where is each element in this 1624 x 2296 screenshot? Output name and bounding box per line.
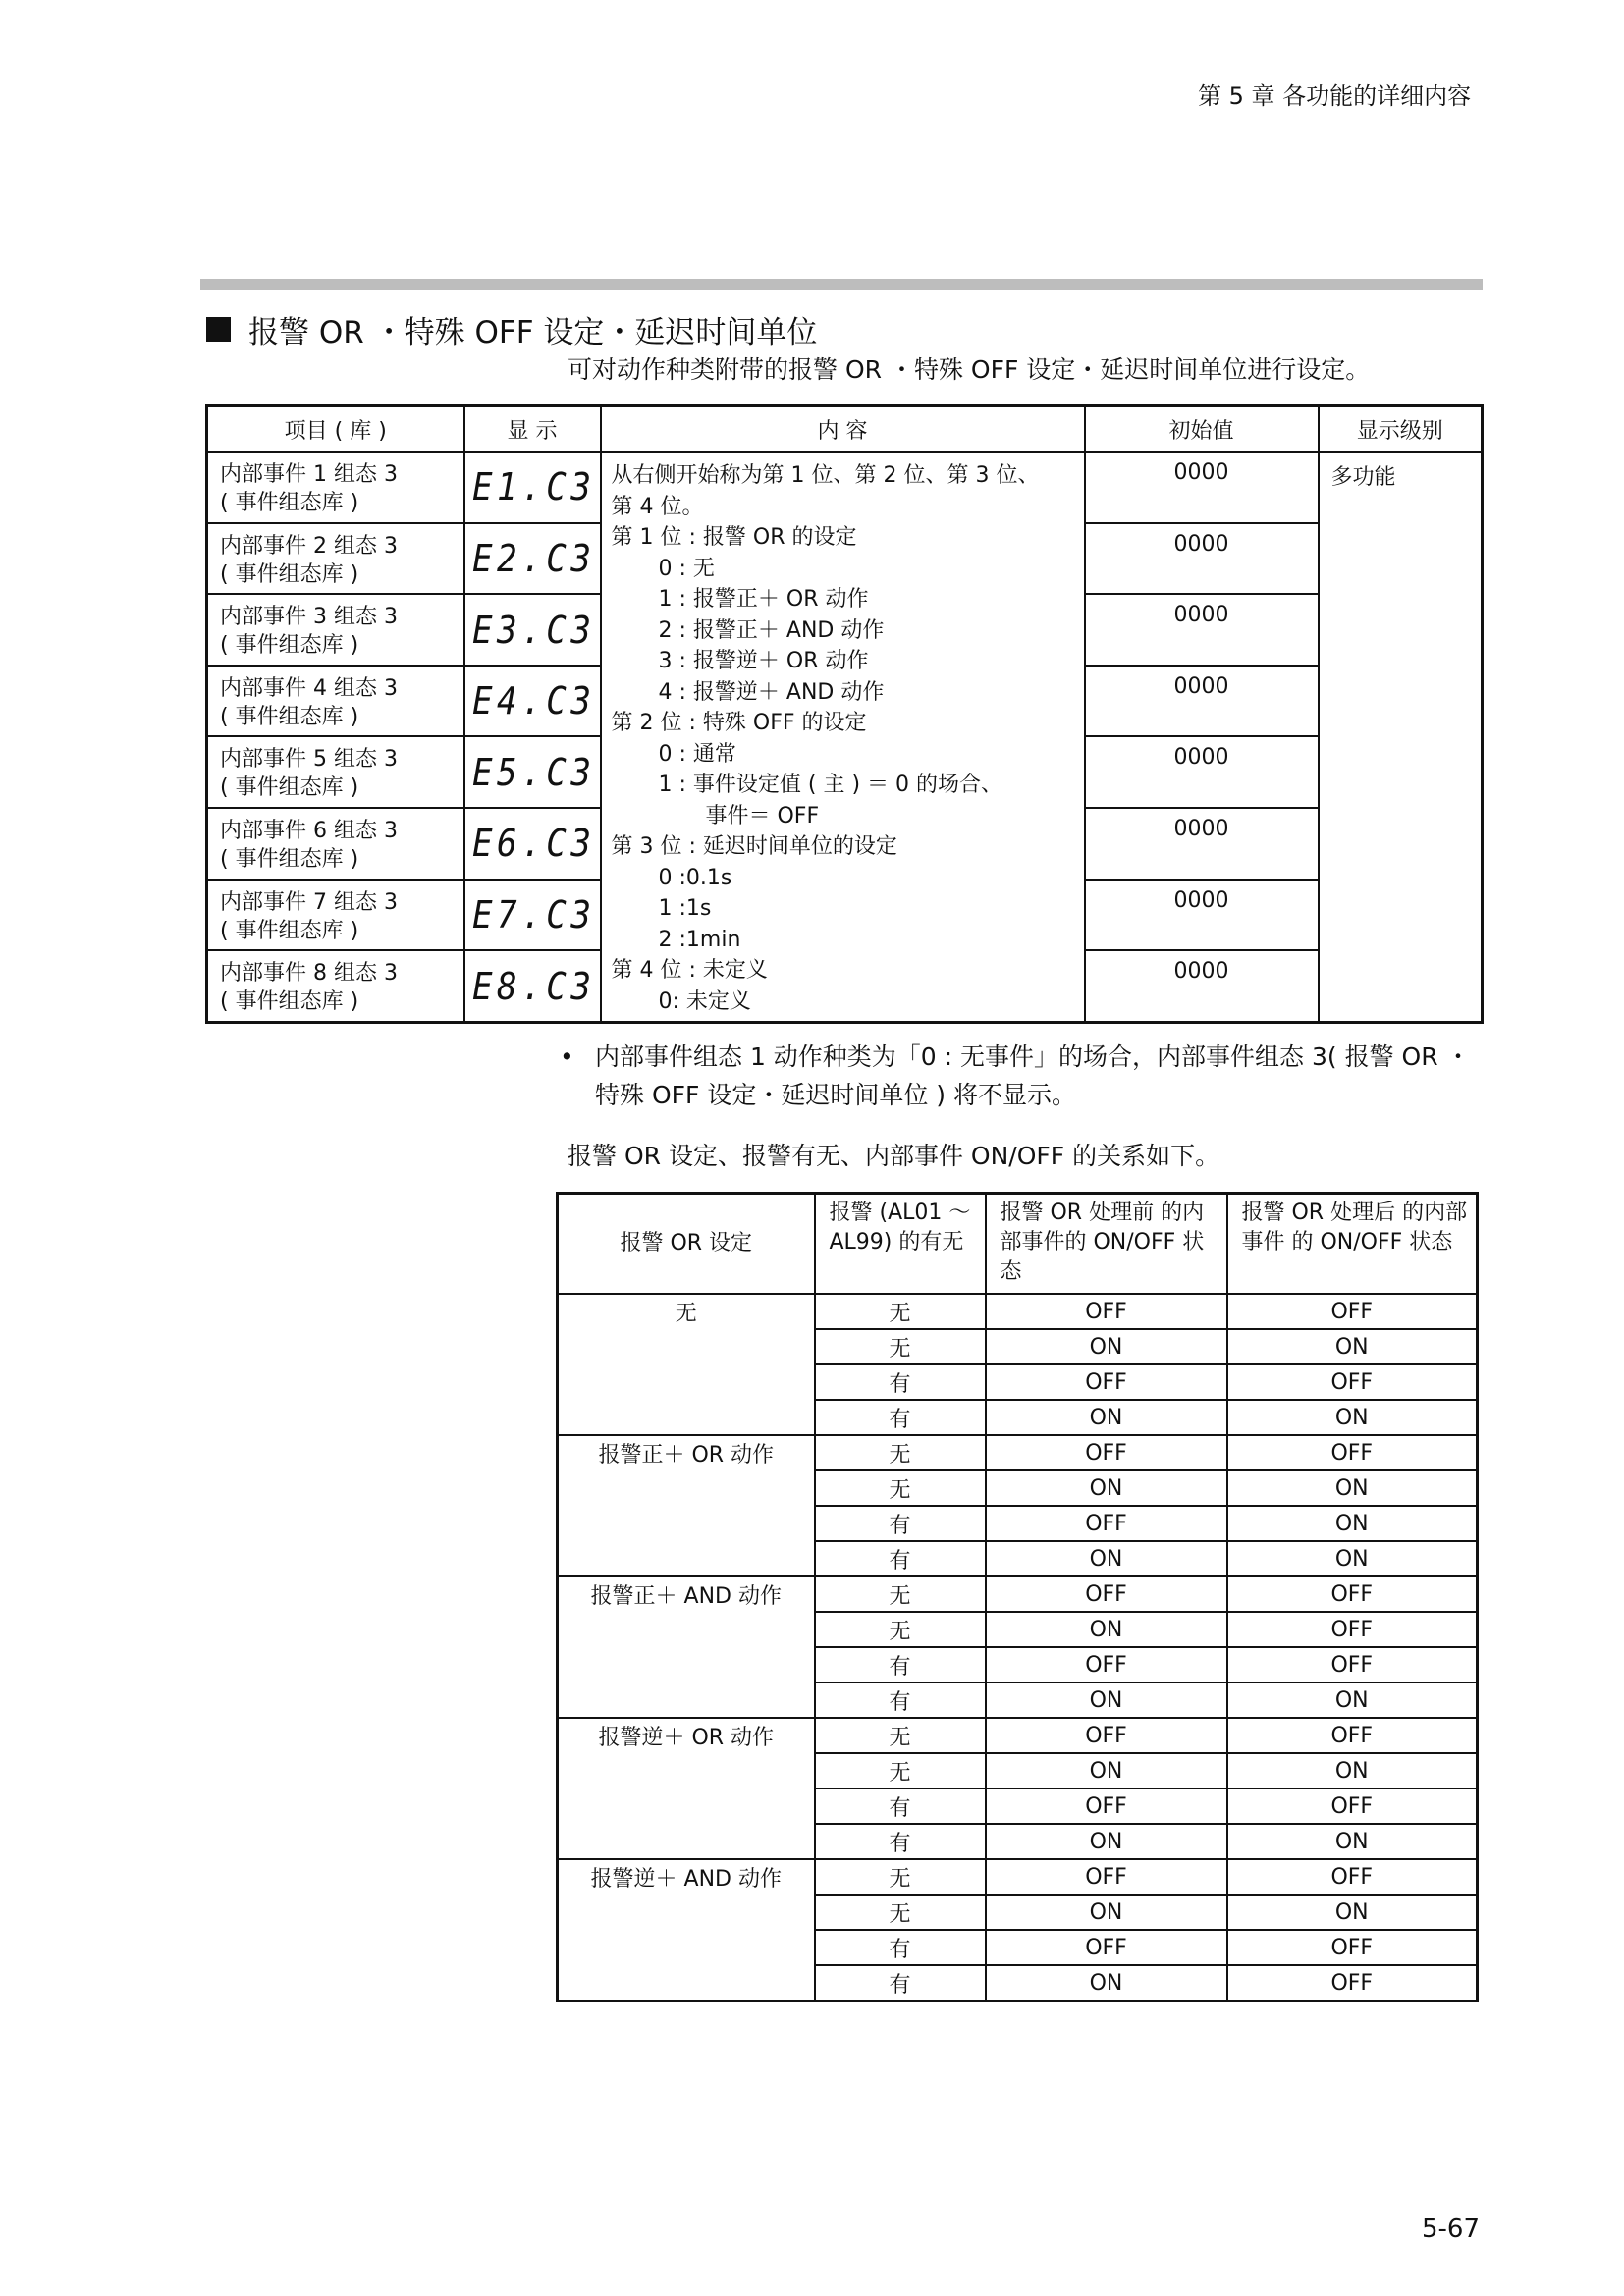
after-state-cell: OFF	[1227, 1364, 1478, 1400]
header-display: 显 示	[464, 406, 601, 453]
content-line: 第 1 位 : 报警 OR 的设定	[611, 525, 857, 550]
header-or-setting: 报警 OR 设定	[558, 1194, 815, 1295]
after-state-cell: OFF	[1227, 1930, 1478, 1965]
relation-row	[558, 1859, 1478, 1895]
chapter-header: 第 5 章 各功能的详细内容	[1198, 82, 1472, 110]
initial-value: 0000	[1085, 523, 1319, 595]
or-setting-cell: 报警正＋ OR 动作	[558, 1435, 815, 1576]
before-state-cell: OFF	[986, 1506, 1227, 1541]
display-cell	[464, 594, 601, 666]
item-cell	[207, 523, 464, 595]
display-cell	[464, 523, 601, 595]
black-square-icon	[206, 317, 231, 342]
item-bank: ( 事件组态库 )	[220, 847, 359, 873]
alarm-presence-cell: 无	[815, 1576, 986, 1612]
alarm-presence-cell: 无	[815, 1859, 986, 1895]
relation-row	[558, 1294, 1478, 1329]
initial-value: 0000	[1085, 808, 1319, 880]
settings-table	[205, 404, 1484, 1024]
alarm-presence-cell: 有	[815, 1965, 986, 2002]
bullet-icon: •	[560, 1042, 574, 1071]
content-line: 1 :1s	[658, 896, 712, 921]
seven-segment-display: E4.C3	[471, 679, 595, 723]
seven-segment-display: E7.C3	[471, 892, 595, 936]
content-line: 2 :1min	[658, 927, 741, 952]
item-name: 内部事件 8 组态 3	[220, 961, 398, 987]
or-setting-cell: 报警正＋ AND 动作	[558, 1576, 815, 1718]
relation-row	[558, 1576, 1478, 1612]
header-initial: 初始值	[1085, 406, 1319, 453]
content-line: 3 : 报警逆＋ OR 动作	[658, 649, 869, 673]
after-state-cell: OFF	[1227, 1294, 1478, 1329]
content-line: 2 : 报警正＋ AND 动作	[658, 617, 885, 643]
item-name: 内部事件 1 组态 3	[220, 462, 398, 487]
after-state-cell: OFF	[1227, 1612, 1478, 1647]
item-bank: ( 事件组态库 )	[220, 775, 359, 801]
before-state-cell: ON	[986, 1541, 1227, 1576]
initial-value: 0000	[1085, 736, 1319, 808]
relation-table-header	[558, 1194, 1478, 1295]
after-state-cell: ON	[1227, 1400, 1478, 1435]
note-text: 内部事件组态 1 动作种类为「0 : 无事件」的场合，内部事件组态 3( 报警 OR ・特殊 OFF 设定・延迟时间单位 ) 将不显示。	[595, 1042, 1471, 1109]
after-state-cell: ON	[1227, 1824, 1478, 1859]
section-title	[206, 307, 817, 351]
after-state-cell: ON	[1227, 1470, 1478, 1506]
alarm-presence-cell: 有	[815, 1789, 986, 1824]
note	[560, 1038, 1483, 1114]
before-state-cell: ON	[986, 1470, 1227, 1506]
header-alarm-presence: 报警 (AL01 ～ AL99) 的有无	[815, 1194, 986, 1295]
display-level: 多功能	[1319, 452, 1483, 1023]
alarm-presence-cell: 有	[815, 1506, 986, 1541]
initial-value: 0000	[1085, 666, 1319, 737]
relation-intro: 报警 OR 设定、报警有无、内部事件 ON/OFF 的关系如下。	[568, 1142, 1220, 1170]
header-after: 报警 OR 处理后 的内部事件 的 ON/OFF 状态	[1227, 1194, 1478, 1295]
alarm-presence-cell: 无	[815, 1470, 986, 1506]
item-name: 内部事件 7 组态 3	[220, 889, 398, 915]
alarm-presence-cell: 无	[815, 1753, 986, 1789]
section-subtitle: 可对动作种类附带的报警 OR ・特殊 OFF 设定・延迟时间单位进行设定。	[568, 355, 1371, 384]
item-cell	[207, 666, 464, 737]
initial-value: 0000	[1085, 880, 1319, 951]
item-bank: ( 事件组态库 )	[220, 704, 359, 729]
display-cell	[464, 452, 601, 523]
content-line: 0: 未定义	[658, 988, 751, 1014]
initial-value: 0000	[1085, 594, 1319, 666]
item-bank: ( 事件组态库 )	[220, 989, 359, 1015]
section-rule	[200, 279, 1483, 290]
after-state-cell: OFF	[1227, 1647, 1478, 1682]
item-cell	[207, 808, 464, 880]
seven-segment-display: E6.C3	[471, 822, 595, 866]
header-content: 内 容	[601, 406, 1085, 453]
alarm-presence-cell: 有	[815, 1541, 986, 1576]
content-line: 0 : 无	[658, 556, 715, 581]
seven-segment-display: E2.C3	[471, 536, 595, 580]
content-line: 4 : 报警逆＋ AND 动作	[658, 679, 885, 705]
initial-value: 0000	[1085, 950, 1319, 1022]
item-cell	[207, 880, 464, 951]
before-state-cell: OFF	[986, 1859, 1227, 1895]
before-state-cell: ON	[986, 1895, 1227, 1930]
before-state-cell: ON	[986, 1753, 1227, 1789]
alarm-presence-cell: 无	[815, 1718, 986, 1753]
item-bank: ( 事件组态库 )	[220, 918, 359, 943]
display-cell	[464, 736, 601, 808]
seven-segment-display: E1.C3	[471, 465, 595, 509]
or-setting-cell: 报警逆＋ AND 动作	[558, 1859, 815, 2002]
item-name: 内部事件 5 组态 3	[220, 747, 398, 773]
or-setting-cell: 报警逆＋ OR 动作	[558, 1718, 815, 1859]
after-state-cell: OFF	[1227, 1435, 1478, 1470]
after-state-cell: ON	[1227, 1895, 1478, 1930]
display-cell	[464, 666, 601, 737]
item-cell	[207, 452, 464, 523]
content-line: 第 3 位 : 延迟时间单位的设定	[611, 834, 897, 859]
after-state-cell: OFF	[1227, 1965, 1478, 2002]
item-name: 内部事件 3 组态 3	[220, 605, 398, 630]
before-state-cell: ON	[986, 1965, 1227, 2002]
item-name: 内部事件 4 组态 3	[220, 675, 398, 701]
before-state-cell: OFF	[986, 1930, 1227, 1965]
content-line: 1 : 事件设定值 ( 主 ) ＝ 0 的场合、	[658, 773, 1003, 797]
item-cell	[207, 594, 464, 666]
content-line: 事件＝ OFF	[705, 803, 820, 828]
relation-table	[556, 1192, 1479, 2002]
display-cell	[464, 808, 601, 880]
before-state-cell: ON	[986, 1612, 1227, 1647]
alarm-presence-cell: 有	[815, 1824, 986, 1859]
before-state-cell: OFF	[986, 1576, 1227, 1612]
content-line: 第 4 位。	[611, 494, 704, 519]
before-state-cell: ON	[986, 1400, 1227, 1435]
after-state-cell: OFF	[1227, 1859, 1478, 1895]
item-bank: ( 事件组态库 )	[220, 561, 359, 587]
content-line: 第 2 位 : 特殊 OFF 的设定	[611, 711, 867, 735]
before-state-cell: OFF	[986, 1435, 1227, 1470]
before-state-cell: OFF	[986, 1647, 1227, 1682]
seven-segment-display: E8.C3	[471, 964, 595, 1008]
alarm-presence-cell: 有	[815, 1364, 986, 1400]
content-line: 0 : 通常	[658, 741, 736, 767]
settings-row	[207, 452, 1483, 523]
after-state-cell: ON	[1227, 1506, 1478, 1541]
after-state-cell: OFF	[1227, 1718, 1478, 1753]
alarm-presence-cell: 有	[815, 1930, 986, 1965]
section-title-text: 报警 OR ・特殊 OFF 设定・延迟时间单位	[248, 315, 818, 350]
before-state-cell: OFF	[986, 1789, 1227, 1824]
display-cell	[464, 950, 601, 1022]
item-name: 内部事件 6 组态 3	[220, 819, 398, 844]
item-cell	[207, 736, 464, 808]
item-bank: ( 事件组态库 )	[220, 491, 359, 515]
item-name: 内部事件 2 组态 3	[220, 533, 398, 559]
header-before: 报警 OR 处理前 的内部事件的 ON/OFF 状态	[986, 1194, 1227, 1295]
before-state-cell: OFF	[986, 1718, 1227, 1753]
after-state-cell: OFF	[1227, 1789, 1478, 1824]
before-state-cell: OFF	[986, 1294, 1227, 1329]
content-line: 0 :0.1s	[658, 865, 732, 890]
alarm-presence-cell: 无	[815, 1329, 986, 1364]
after-state-cell: ON	[1227, 1541, 1478, 1576]
relation-row	[558, 1718, 1478, 1753]
seven-segment-display: E5.C3	[471, 750, 595, 794]
alarm-presence-cell: 有	[815, 1682, 986, 1718]
after-state-cell: OFF	[1227, 1576, 1478, 1612]
before-state-cell: ON	[986, 1824, 1227, 1859]
header-item: 项目 ( 库 )	[207, 406, 464, 453]
after-state-cell: ON	[1227, 1753, 1478, 1789]
or-setting-cell: 无	[558, 1294, 815, 1435]
alarm-presence-cell: 有	[815, 1400, 986, 1435]
item-cell	[207, 950, 464, 1022]
seven-segment-display: E3.C3	[471, 608, 595, 652]
after-state-cell: ON	[1227, 1329, 1478, 1364]
content-cell	[601, 452, 1085, 1023]
before-state-cell: ON	[986, 1682, 1227, 1718]
alarm-presence-cell: 有	[815, 1647, 986, 1682]
alarm-presence-cell: 无	[815, 1294, 986, 1329]
content-line: 1 : 报警正＋ OR 动作	[658, 587, 869, 612]
settings-table-header	[207, 406, 1483, 453]
after-state-cell: ON	[1227, 1682, 1478, 1718]
header-level: 显示级别	[1319, 406, 1483, 453]
display-cell	[464, 880, 601, 951]
before-state-cell: OFF	[986, 1364, 1227, 1400]
initial-value: 0000	[1085, 452, 1319, 523]
content-line: 从右侧开始称为第 1 位、第 2 位、第 3 位、	[611, 463, 1040, 488]
before-state-cell: ON	[986, 1329, 1227, 1364]
alarm-presence-cell: 无	[815, 1612, 986, 1647]
alarm-presence-cell: 无	[815, 1435, 986, 1470]
content-line: 第 4 位 : 未定义	[611, 958, 768, 983]
item-bank: ( 事件组态库 )	[220, 633, 359, 659]
relation-row	[558, 1435, 1478, 1470]
page-number: 5-67	[1422, 2215, 1481, 2244]
alarm-presence-cell: 无	[815, 1895, 986, 1930]
